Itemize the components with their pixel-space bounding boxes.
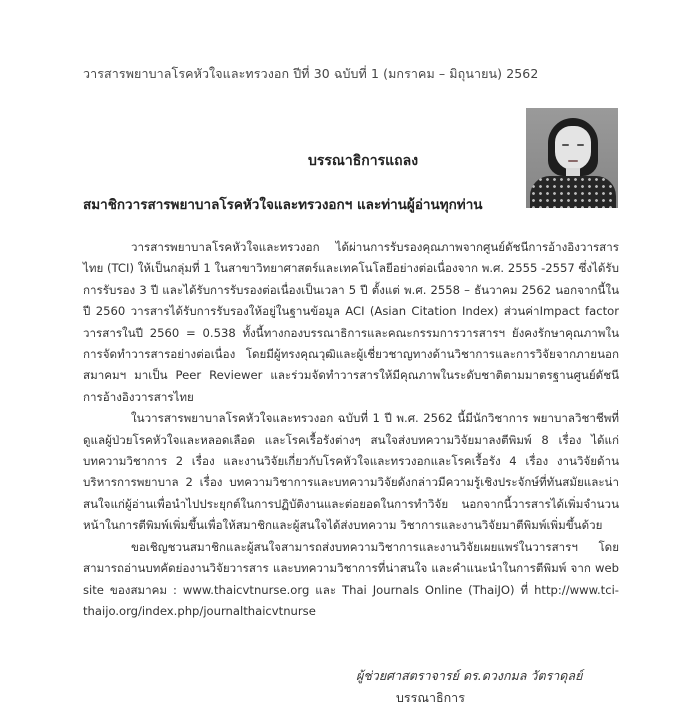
portrait-eye-right	[577, 144, 584, 146]
editorial-body	[83, 237, 619, 622]
running-header: วารสารพยาบาลโรคหัวใจและทรวงอก ปีที่ 30 ฉบับที่ 1 (มกราคม – มิถุนายน) 2562	[83, 66, 539, 81]
signature-role: บรรณาธิการ	[396, 690, 465, 705]
editorial-title	[0, 150, 700, 172]
editorial-title-text: บรรณาธิการแถลง	[307, 153, 419, 169]
portrait-eye-left	[562, 144, 569, 146]
paragraph-accreditation: วารสารพยาบาลโรคหัวใจและทรวงอก ได้ผ่านการรับรองคุณภาพจากศูนย์ดัชนีการอ้างอิงวารสารไทย (TCI) ให้เป็นกลุ่มที่ 1 ในสาขาวิทยาศาสตร์และเทคโนโลยีอย่างต่อเนื่องจาก พ.ศ. 2555 -2557 ซึ่งได้รับการรับรอง 3 ปี และได้รับการรับรองต่อเนื่องเป็นเวลา 5 ปี ตั้งแต่ พ.ศ. 2558 – ธันวาคม 2562 นอกจากนี้ในปี 2560 วารสารได้รับการรับรองให้อยู่ในฐานข้อมูล ACI (Asian Citation Index) ส่วนค่าImpact factor วารสารในปี 2560 = 0.538 ทั้งนี้ทางกองบรรณาธิการและคณะกรรมการวารสารฯ ยังคงรักษาคุณภาพในการจัดทำวารสารอย่างต่อเนื่อง โดยมีผู้ทรงคุณวุฒิและผู้เชี่ยวชาญทางด้านวิชาการและการวิจัยจากภายนอกสมาคมฯ มาเป็น Peer Reviewer และร่วมจัดทำวารสารให้มีคุณภาพในระดับชาติตามมาตรฐานศูนย์ดัชนีการอ้างอิงวารสารไทย	[83, 240, 619, 404]
greeting: สมาชิกวารสารพยาบาลโรคหัวใจและทรวงอกฯ และท่านผู้อ่านทุกท่าน	[83, 197, 483, 213]
paragraph-invitation: ขอเชิญชวนสมาชิกและผู้สนใจสามารถส่งบทความวิชาการและงานวิจัยเผยแพร่ในวารสารฯ โดยสามารถอ่านบทคัดย่องานวิจัยวารสาร และบทความวิชาการที่น่าสนใจ และคำแนะนำในการตีพิมพ์ จาก web site ของสมาคม : www.thaicvtnurse.org และ Thai Journals Online (ThaiJO) ที่ http://www.tci-thaijo.org/index.php/journalthaicvtnurse	[83, 539, 619, 618]
paragraph-issue-contents: ในวารสารพยาบาลโรคหัวใจและทรวงอก ฉบับที่ 1 ปี พ.ศ. 2562 นี้มีนักวิชาการ พยาบาลวิชาชีพที่ดูแลผู้ป่วยโรคหัวใจและหลอดเลือด และโรคเรื้อรังต่างๆ สนใจส่งบทความวิจัยมาลงตีพิมพ์ 8 เรื่อง ได้แก่ บทความวิชาการ 2 เรื่อง และงานวิจัยเกี่ยวกับโรคหัวใจและทรวงอกและโรคเรื้อรัง 4 เรื่อง งานวิจัยด้านบริหารการพยาบาล 2 เรื่อง บทความวิชาการและบทความวิจัยดังกล่าวมีความรู้เชิงประจักษ์ที่ทันสมัยและน่าสนใจแก่ผู้อ่านเพื่อนำไปประยุกต์ในการปฏิบัติงานและต่อยอดในการทำวิจัย นอกจากนี้วารสารได้เพิ่มจำนวนหน้าในการตีพิมพ์เพิ่มขึ้นเพื่อให้สมาชิกและผู้สนใจได้ส่งบทความ วิชาการและงานวิจัยมาตีพิมพ์เพิ่มขึ้นด้วย	[83, 411, 619, 533]
portrait-clothing	[530, 176, 616, 208]
signature-name: ผู้ช่วยศาสตราจารย์ ดร.ดวงกมล วัตราดุลย์	[356, 668, 583, 683]
